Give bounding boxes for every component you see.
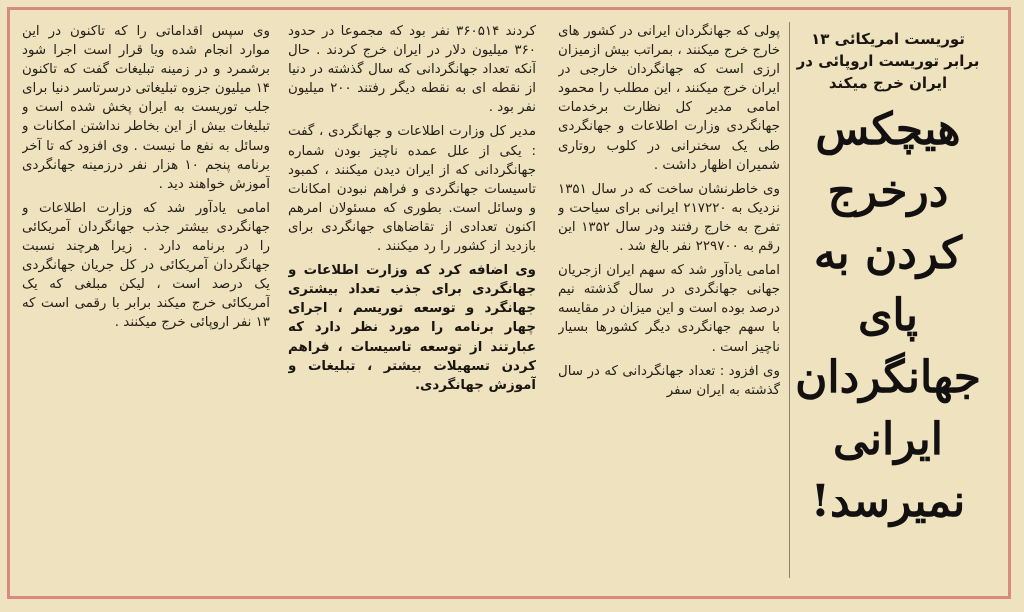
paragraph: مدیر کل وزارت اطلاعات و جهانگردی ، گفت : یکی از علل عمده ناچیز بودن شماره جهانگردانی که از ایران دیدن میکنند ، کمبود تاسیسات جهانگردی و فراهم نبودن امکانات و وسائل است. بطوری که مسئولان امرهم اکنون تعدادی از تقاضاهای جهانگردی برای بازدید از کشور را رد میکنند . [288, 124, 536, 255]
article-column-3 [22, 22, 270, 582]
headline-column [794, 28, 982, 588]
paragraph: پولی که جهانگردان ایرانی در کشور های خارج خرج میکنند ، بمراتب بیش ازمیزان ارزی است که جهانگردان خارجی در ایران خرج میکنند ، این مطلب را محمود امامی مدیر کل نظارت برخدمات جهانگردی وزارت اطلاعات و جهانگردی طی یک سخنرانی در کلوب روتاری شمیران اظهار داشت . [558, 24, 780, 173]
article-column-2 [288, 22, 536, 582]
column-divider [789, 22, 790, 578]
kicker-text: توریست امریکائی ۱۳ برابر توریست اروپائی در ایران خرج میکند [796, 30, 980, 92]
headline: هیچکس درخرج کردن به پای جهانگردان ایرانی نمیرسد! [795, 104, 981, 527]
paragraph: وی سپس اقداماتی را که تاکنون در این موارد انجام شده ویا قرار است اجرا شود برشمرد و در زمینه تبلیغات گفت که تاکنون ۱۴ میلیون جزوه تبلیغاتی درسرتاسر دنیا برای جلب توریست به ایران پخش شده است و تبلیغات بیش از این بخاطر نداشتن امکانات و وسائل به نفع ما نیست . وی افزود که تا آخر برنامه پنجم ۱۰ هزار نفر درزمینه جهانگردی آموزش خواهند دید . [22, 24, 270, 192]
article-column-1 [558, 22, 780, 582]
paragraph: وی خاطرنشان ساخت که در سال ۱۳۵۱ نزدیک به ۲۱۷۲۲۰ ایرانی برای سیاحت و تفرج به خارج رفتند ودر سال ۱۳۵۲ این رقم به ۲۲۹۷۰۰ نفر بالغ شد . [558, 181, 780, 255]
bold-paragraph: وی اضافه کرد که وزارت اطلاعات و جهانگردی برای جذب تعداد بیشتری جهانگرد و توسعه توریسم ، اجرای چهار برنامه را مورد نظر دارد که عبارتند از توسعه تاسیسات ، فراهم کردن تسهیلات بیشتر ، تبلیغات و آموزش جهانگردی. [288, 263, 536, 393]
paragraph: کردند ۳۶۰۵۱۴ نفر بود که مجموعا در حدود ۳۶۰ میلیون دلار در ایران خرج کردند . حال آنکه تعداد جهانگردانی که سال گذشته در دنیا از نقطه ای به نقطه دیگر رفتند ۲۰۰ میلیون نفر بود . [288, 24, 536, 116]
paragraph: امامی یادآور شد که وزارت اطلاعات و جهانگردی بیشتر جذب جهانگردان آمریکائی را در برنامه دارد . زیرا هرچند نسبت جهانگردان آمریکائی در کل جریان جهانگردی یک درصد است ، لیکن مبلغی که یک آمریکائی خرج میکند برابر با رقمی است که ۱۳ نفر اروپائی خرج میکنند . [22, 200, 270, 331]
paragraph: وی افزود : تعداد جهانگردانی که در سال گذشته به ایران سفر [558, 363, 780, 398]
paragraph: امامی یادآور شد که سهم ایران ازجریان جهانی جهانگردی در سال گذشته نیم درصد بوده است و این میزان در مقایسه با سهم جهانگردی دیگر کشورها بسیار ناچیز است . [558, 263, 780, 355]
